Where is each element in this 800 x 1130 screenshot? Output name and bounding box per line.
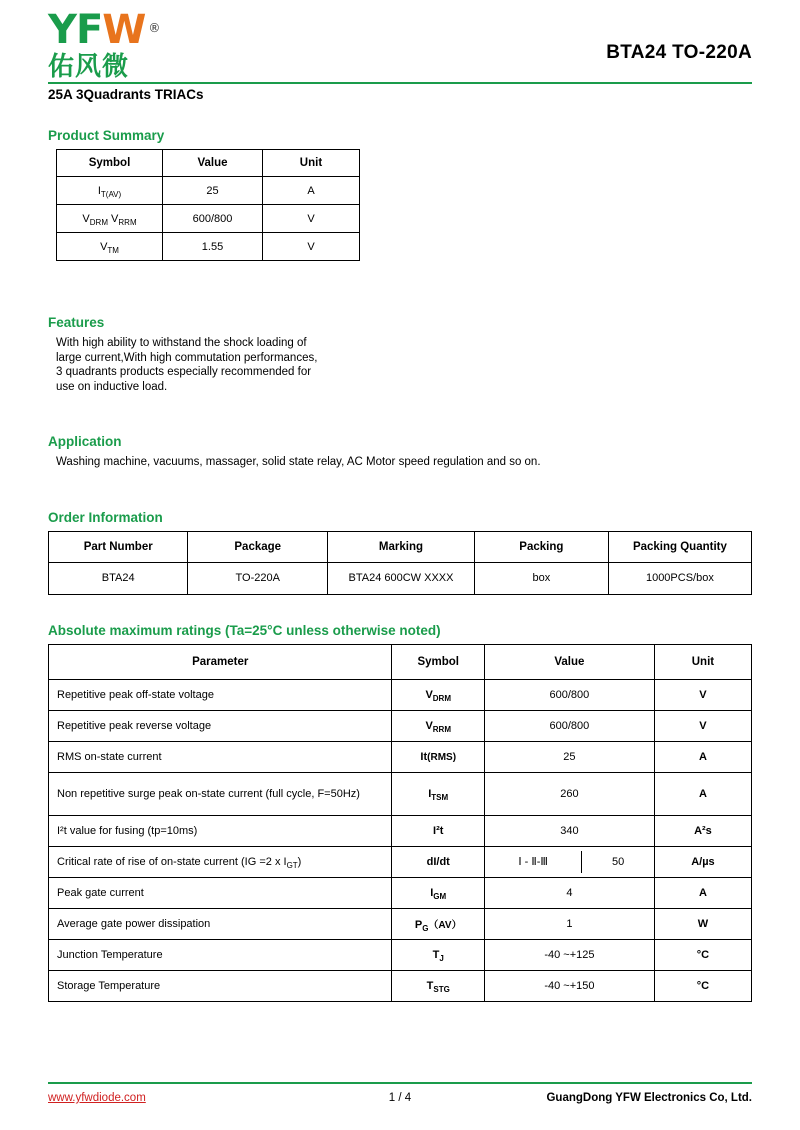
summary-unit-cell: A [262,177,359,205]
logo-text-yf: YF [48,7,103,53]
rating-unit-cell: °C [654,970,751,1001]
rating-parameter-cell: RMS on-state current [49,741,392,772]
product-summary-table [56,149,360,261]
order-packing-quantity-cell: 1000PCS/box [608,562,751,594]
footer-divider [48,1082,752,1084]
rating-parameter-cell: Non repetitive surge peak on-state current (full cycle, F=50Hz) [49,772,392,815]
column-header-part-number: Part Number [49,531,188,562]
rating-value-cell: -40 ~+125 [484,939,654,970]
symbol-sub: STG [433,984,450,994]
rating-value-cell: 340 [484,815,654,846]
application-text: Washing machine, vacuums, massager, solid state relay, AC Motor speed regulation and so on. [56,456,541,468]
symbol-sub: T(AV) [100,189,122,199]
rating-value-left: Ⅰ - Ⅱ-Ⅲ [485,851,582,873]
application-heading: Application [48,434,122,449]
rating-parameter-cell: Storage Temperature [49,970,392,1001]
symbol-main: V [425,719,433,732]
table-row [57,177,360,205]
symbol-main: I [97,184,101,197]
symbol-main: I [430,886,434,899]
page-number: 1 / 4 [388,1092,412,1104]
rating-symbol-cell [392,939,484,970]
table-row [49,772,752,815]
column-header-symbol: Symbol [392,644,484,679]
table-header-row [57,150,360,177]
company-name: GuangDong YFW Electronics Co, Ltd. [546,1092,752,1104]
features-line: use on inductive load. [56,380,168,393]
rating-symbol-cell: dI/dt [392,846,484,877]
summary-value-cell: 1.55 [163,233,263,261]
rating-parameter-cell: Critical rate of rise of on-state current (IG =2 x $I_{GT}$) [49,846,392,877]
table-row [49,815,752,846]
table-row [49,846,752,877]
spacer [48,470,752,510]
rating-value-cell: 1 [484,908,654,939]
table-header-row [49,531,752,562]
table-row [49,710,752,741]
table-row [49,679,752,710]
features-heading: Features [48,315,105,330]
rating-value-cell: 260 [484,772,654,815]
company-logo [48,7,258,82]
column-header-value: Value [163,150,263,177]
footer-row [48,1092,752,1108]
symbol-sub: TM [107,245,119,255]
summary-symbol-cell [57,177,163,205]
summary-symbol-cell [57,205,163,233]
symbol-sub: J [439,953,444,963]
rating-unit-cell: A [654,741,751,772]
rating-unit-cell: A [654,877,751,908]
spacer [48,595,752,623]
symbol-sub: GM [433,891,447,901]
summary-unit-cell: V [262,233,359,261]
rating-symbol-cell [392,741,484,772]
column-header-packing-quantity: Packing Quantity [608,531,751,562]
rating-value-cell: 600/800 [484,710,654,741]
rating-unit-cell: V [654,679,751,710]
symbol-main: V [425,688,433,701]
rating-parameter-cell: Repetitive peak off-state voltage [49,679,392,710]
column-header-unit: Unit [262,150,359,177]
column-header-value: Value [484,644,654,679]
symbol-paren: (RMS) [427,751,457,763]
table-row [57,205,360,233]
rating-symbol-cell [392,877,484,908]
table-row [49,939,752,970]
summary-value-cell: 600/800 [163,205,263,233]
page-header [48,0,752,102]
symbol-main: V [100,240,108,253]
order-package-cell: TO-220A [188,562,328,594]
page-subtitle: 25A 3Quadrants TRIACs [48,87,204,102]
spacer [48,261,752,315]
table-row [49,877,752,908]
rating-unit-cell: V [654,710,751,741]
spacer [48,394,752,434]
column-header-symbol: Symbol [57,150,163,177]
symbol-sub: G [422,924,429,933]
symbol-sub: DRM [89,217,108,227]
table-row [49,970,752,1001]
summary-symbol-cell [57,233,163,261]
rating-value-right: 50 [612,855,625,868]
symbol-sub: TSM [431,792,449,802]
order-packing-cell: box [474,562,608,594]
symbol-main: It [420,750,428,763]
symbol-main: T [432,948,440,961]
rating-value-cell: 600/800 [484,679,654,710]
features-line: With high ability to withstand the shock loading of [56,337,307,349]
symbol-main: I [428,787,432,800]
symbol-main: T [426,979,434,992]
ratings-heading: Absolute maximum ratings (Ta=25°C unless otherwise noted) [48,622,441,638]
rating-parameter-cell: Junction Temperature [49,939,392,970]
column-header-unit: Unit [654,644,751,679]
symbol-sub: DRM [432,693,451,703]
rating-symbol-cell [392,772,484,815]
logo-text-w: W [102,7,146,53]
rating-unit-cell: °C [654,939,751,970]
rating-value-cell-split [484,846,654,877]
rating-unit-cell: A [654,772,751,815]
order-information-table [48,531,752,595]
column-header-package: Package [188,531,328,562]
table-row [49,741,752,772]
rating-unit-cell: A²s [654,815,751,846]
order-marking-cell: BTA24 600CW XXXX [328,562,475,594]
symbol-extra: （AV） [428,920,462,931]
symbol-main: P [414,919,423,931]
rating-parameter-cell: I²t value for fusing (tp=10ms) [49,815,392,846]
header-divider [48,82,752,84]
symbol-main: V [82,212,90,225]
rating-value-cell: 25 [484,741,654,772]
features-line: 3 quadrants products especially recommended for [56,366,312,378]
table-row [49,562,752,594]
logo-wordmark [48,7,160,53]
rating-value-cell: -40 ~+150 [484,970,654,1001]
rating-symbol-cell [392,710,484,741]
table-header-row [49,644,752,679]
logo-chinese-name: 佑风微 [48,52,130,82]
rating-symbol-cell [392,679,484,710]
features-text [56,336,752,394]
registered-trademark-icon: ® [148,21,160,35]
symbol-sub: RRM [432,724,451,734]
features-line: large current,With high commutation performances, [56,351,318,364]
rating-parameter-cell: Average gate power dissipation [49,908,392,939]
column-header-marking: Marking [328,531,475,562]
page-footer [48,1082,752,1108]
page-content [48,128,752,1002]
website-link[interactable]: www.yfwdiode.com [48,1092,146,1104]
column-header-packing: Packing [474,531,608,562]
rating-symbol-cell [392,970,484,1001]
symbol-main-2: V [111,212,119,225]
table-row [57,233,360,261]
product-summary-heading: Product Summary [48,128,165,143]
rating-parameter-cell: Peak gate current [49,877,392,908]
summary-unit-cell: V [262,205,359,233]
column-header-parameter: Parameter [49,644,392,679]
rating-value-cell: 4 [484,877,654,908]
order-part-number-cell: BTA24 [49,562,188,594]
table-row [49,908,752,939]
absolute-maximum-ratings-table [48,644,752,1002]
order-information-heading: Order Information [48,509,163,525]
page-title: BTA24 TO-220A [606,42,752,63]
rating-symbol-cell: I²t [392,815,484,846]
rating-symbol-cell [392,908,484,939]
symbol-sub-2: RRM [118,217,137,227]
summary-value-cell: 25 [163,177,263,205]
rating-unit-cell: W [654,908,751,939]
rating-unit-cell: A/µs [654,846,751,877]
rating-parameter-cell: Repetitive peak reverse voltage [49,710,392,741]
